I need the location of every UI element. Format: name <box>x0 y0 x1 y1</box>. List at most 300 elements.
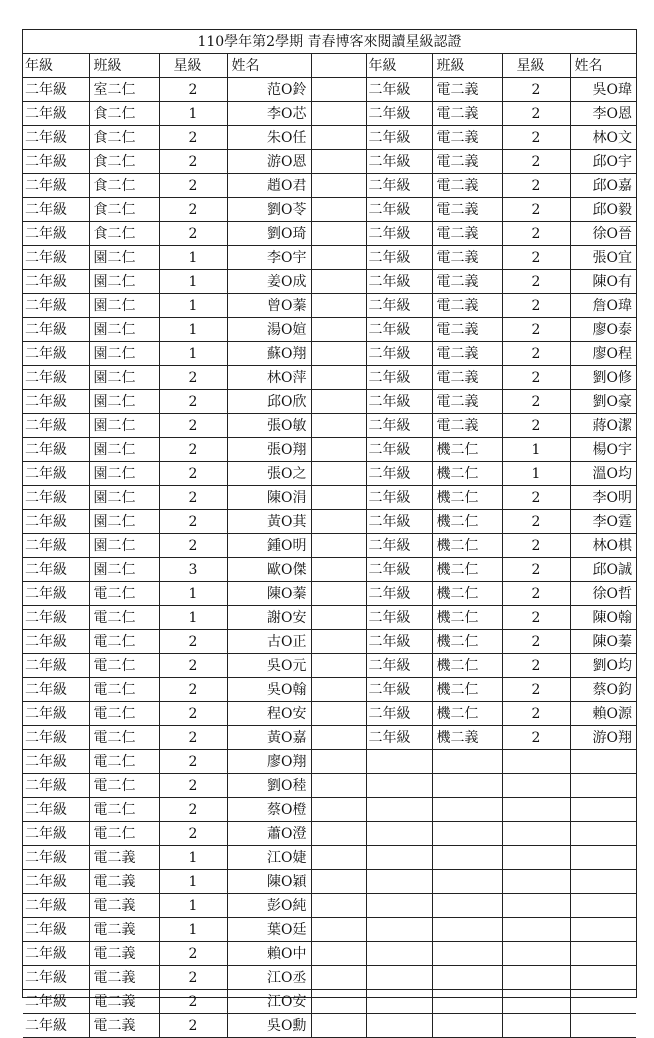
table-row <box>23 438 636 462</box>
right-year-cell: 二年級 <box>366 126 432 150</box>
right-star-cell: 2 <box>502 726 570 750</box>
left-name-cell: 湯O媗 <box>227 318 311 342</box>
table-row <box>23 678 636 702</box>
right-class-cell: 電二義 <box>432 390 502 414</box>
left-class-cell: 電二義 <box>89 846 159 870</box>
right-name-cell: 溫O均 <box>570 462 636 486</box>
left-name-cell: 廖O翔 <box>227 750 311 774</box>
left-class-cell: 食二仁 <box>89 102 159 126</box>
left-name-cell: 趙O君 <box>227 174 311 198</box>
left-class-cell: 電二仁 <box>89 774 159 798</box>
right-star-cell: 1 <box>502 438 570 462</box>
right-name-cell <box>570 846 636 870</box>
gap-cell <box>311 390 366 414</box>
right-class-cell: 電二義 <box>432 150 502 174</box>
gap-cell <box>311 534 366 558</box>
table-row <box>23 126 636 150</box>
left-star-cell: 2 <box>159 414 227 438</box>
right-star-cell: 2 <box>502 702 570 726</box>
left-year-cell: 二年級 <box>23 78 89 102</box>
left-star-cell: 1 <box>159 318 227 342</box>
left-year-cell: 二年級 <box>23 342 89 366</box>
left-class-cell: 園二仁 <box>89 462 159 486</box>
header-year: 年級 <box>366 54 432 78</box>
gap-cell <box>311 774 366 798</box>
left-class-cell: 園二仁 <box>89 366 159 390</box>
header-row <box>23 54 636 78</box>
right-star-cell: 2 <box>502 318 570 342</box>
left-class-cell: 園二仁 <box>89 270 159 294</box>
gap-cell <box>311 366 366 390</box>
right-name-cell <box>570 966 636 990</box>
right-star-cell <box>502 846 570 870</box>
right-year-cell: 二年級 <box>366 390 432 414</box>
left-class-cell: 園二仁 <box>89 414 159 438</box>
right-year-cell: 二年級 <box>366 462 432 486</box>
left-star-cell: 2 <box>159 174 227 198</box>
left-star-cell: 2 <box>159 534 227 558</box>
left-class-cell: 電二仁 <box>89 630 159 654</box>
right-name-cell: 陳O翰 <box>570 606 636 630</box>
gap-cell <box>311 894 366 918</box>
header-star: 星級 <box>502 54 570 78</box>
left-year-cell: 二年級 <box>23 678 89 702</box>
left-class-cell: 食二仁 <box>89 222 159 246</box>
left-star-cell: 2 <box>159 486 227 510</box>
right-class-cell: 機二義 <box>432 726 502 750</box>
table-row <box>23 198 636 222</box>
gap-cell <box>311 606 366 630</box>
table-row <box>23 294 636 318</box>
left-year-cell: 二年級 <box>23 942 89 966</box>
right-year-cell <box>366 798 432 822</box>
right-year-cell: 二年級 <box>366 174 432 198</box>
right-star-cell: 2 <box>502 678 570 702</box>
gap-cell <box>311 174 366 198</box>
right-name-cell <box>570 774 636 798</box>
left-star-cell: 2 <box>159 798 227 822</box>
left-star-cell: 2 <box>159 678 227 702</box>
gap-cell <box>311 702 366 726</box>
right-class-cell: 電二義 <box>432 414 502 438</box>
left-year-cell: 二年級 <box>23 366 89 390</box>
table-row <box>23 822 636 846</box>
right-year-cell: 二年級 <box>366 606 432 630</box>
gap-cell <box>311 486 366 510</box>
left-star-cell: 2 <box>159 510 227 534</box>
gap-cell <box>311 54 366 78</box>
left-class-cell: 電二仁 <box>89 702 159 726</box>
left-class-cell: 園二仁 <box>89 342 159 366</box>
left-year-cell: 二年級 <box>23 390 89 414</box>
right-star-cell: 2 <box>502 486 570 510</box>
left-name-cell: 朱O任 <box>227 126 311 150</box>
right-name-cell <box>570 918 636 942</box>
left-class-cell: 電二義 <box>89 894 159 918</box>
right-year-cell <box>366 822 432 846</box>
right-year-cell <box>366 918 432 942</box>
right-name-cell: 邱O嘉 <box>570 174 636 198</box>
left-class-cell: 電二義 <box>89 990 159 1014</box>
certification-sheet <box>22 29 637 1034</box>
table-row <box>23 390 636 414</box>
gap-cell <box>311 846 366 870</box>
right-star-cell: 2 <box>502 78 570 102</box>
right-star-cell: 2 <box>502 630 570 654</box>
table-row <box>23 582 636 606</box>
right-star-cell: 2 <box>502 366 570 390</box>
table-row <box>23 798 636 822</box>
right-star-cell <box>502 870 570 894</box>
right-name-cell <box>570 942 636 966</box>
left-year-cell: 二年級 <box>23 918 89 942</box>
right-name-cell <box>570 870 636 894</box>
right-name-cell <box>570 894 636 918</box>
table-row <box>23 966 636 990</box>
right-name-cell: 吳O瑋 <box>570 78 636 102</box>
table-row <box>23 918 636 942</box>
left-year-cell: 二年級 <box>23 126 89 150</box>
left-name-cell: 蘇O翔 <box>227 342 311 366</box>
left-star-cell: 1 <box>159 918 227 942</box>
right-class-cell: 電二義 <box>432 270 502 294</box>
right-star-cell <box>502 1014 570 1038</box>
left-year-cell: 二年級 <box>23 150 89 174</box>
right-class-cell: 機二仁 <box>432 558 502 582</box>
left-year-cell: 二年級 <box>23 894 89 918</box>
right-year-cell: 二年級 <box>366 726 432 750</box>
right-year-cell: 二年級 <box>366 534 432 558</box>
right-year-cell: 二年級 <box>366 246 432 270</box>
left-star-cell: 1 <box>159 102 227 126</box>
header-name: 姓名 <box>570 54 636 78</box>
left-name-cell: 劉O稑 <box>227 774 311 798</box>
table-row <box>23 270 636 294</box>
right-star-cell: 2 <box>502 102 570 126</box>
table-row <box>23 150 636 174</box>
left-star-cell: 2 <box>159 942 227 966</box>
right-class-cell: 機二仁 <box>432 438 502 462</box>
right-class-cell: 機二仁 <box>432 534 502 558</box>
table-row <box>23 750 636 774</box>
table-row <box>23 222 636 246</box>
table-row <box>23 102 636 126</box>
gap-cell <box>311 1014 366 1038</box>
left-star-cell: 1 <box>159 582 227 606</box>
left-star-cell: 3 <box>159 558 227 582</box>
right-year-cell: 二年級 <box>366 678 432 702</box>
right-class-cell: 電二義 <box>432 126 502 150</box>
left-star-cell: 2 <box>159 1014 227 1038</box>
left-name-cell: 劉O苓 <box>227 198 311 222</box>
right-name-cell: 劉O均 <box>570 654 636 678</box>
left-star-cell: 1 <box>159 270 227 294</box>
table-row <box>23 870 636 894</box>
left-year-cell: 二年級 <box>23 774 89 798</box>
gap-cell <box>311 798 366 822</box>
left-year-cell: 二年級 <box>23 990 89 1014</box>
right-name-cell: 李O霆 <box>570 510 636 534</box>
right-name-cell: 蔣O潔 <box>570 414 636 438</box>
table-row <box>23 702 636 726</box>
left-year-cell: 二年級 <box>23 534 89 558</box>
left-star-cell: 2 <box>159 222 227 246</box>
table-row <box>23 318 636 342</box>
gap-cell <box>311 942 366 966</box>
right-class-cell: 電二義 <box>432 318 502 342</box>
right-class-cell <box>432 798 502 822</box>
right-class-cell <box>432 822 502 846</box>
left-name-cell: 程O安 <box>227 702 311 726</box>
gap-cell <box>311 966 366 990</box>
left-year-cell: 二年級 <box>23 102 89 126</box>
right-star-cell <box>502 966 570 990</box>
gap-cell <box>311 630 366 654</box>
right-star-cell <box>502 942 570 966</box>
right-class-cell: 電二義 <box>432 294 502 318</box>
left-year-cell: 二年級 <box>23 174 89 198</box>
table-row <box>23 534 636 558</box>
left-class-cell: 園二仁 <box>89 438 159 462</box>
left-name-cell: 古O正 <box>227 630 311 654</box>
gap-cell <box>311 750 366 774</box>
gap-cell <box>311 414 366 438</box>
right-name-cell: 廖O泰 <box>570 318 636 342</box>
right-class-cell <box>432 966 502 990</box>
right-star-cell: 2 <box>502 414 570 438</box>
right-name-cell: 張O宜 <box>570 246 636 270</box>
left-star-cell: 2 <box>159 366 227 390</box>
right-star-cell: 2 <box>502 294 570 318</box>
left-class-cell: 電二仁 <box>89 606 159 630</box>
right-year-cell <box>366 990 432 1014</box>
left-name-cell: 蔡O橙 <box>227 798 311 822</box>
right-year-cell: 二年級 <box>366 654 432 678</box>
right-name-cell: 劉O豪 <box>570 390 636 414</box>
left-year-cell: 二年級 <box>23 486 89 510</box>
right-class-cell <box>432 870 502 894</box>
right-year-cell <box>366 870 432 894</box>
header-class: 班級 <box>89 54 159 78</box>
left-star-cell: 2 <box>159 198 227 222</box>
right-name-cell: 徐O哲 <box>570 582 636 606</box>
table-row <box>23 846 636 870</box>
left-name-cell: 賴O中 <box>227 942 311 966</box>
table-row <box>23 78 636 102</box>
right-name-cell: 蔡O鈞 <box>570 678 636 702</box>
header-class: 班級 <box>432 54 502 78</box>
right-class-cell: 機二仁 <box>432 462 502 486</box>
table-row <box>23 174 636 198</box>
left-name-cell: 陳O蓁 <box>227 582 311 606</box>
left-name-cell: 李O芯 <box>227 102 311 126</box>
table-row <box>23 774 636 798</box>
right-star-cell: 1 <box>502 462 570 486</box>
left-star-cell: 2 <box>159 774 227 798</box>
right-year-cell: 二年級 <box>366 342 432 366</box>
right-star-cell: 2 <box>502 558 570 582</box>
left-year-cell: 二年級 <box>23 414 89 438</box>
left-class-cell: 園二仁 <box>89 318 159 342</box>
left-star-cell: 2 <box>159 126 227 150</box>
table-row <box>23 462 636 486</box>
right-star-cell: 2 <box>502 198 570 222</box>
left-star-cell: 2 <box>159 654 227 678</box>
right-name-cell: 陳O蓁 <box>570 630 636 654</box>
right-name-cell: 詹O瑋 <box>570 294 636 318</box>
right-class-cell: 機二仁 <box>432 606 502 630</box>
left-year-cell: 二年級 <box>23 438 89 462</box>
right-class-cell: 電二義 <box>432 174 502 198</box>
gap-cell <box>311 150 366 174</box>
left-name-cell: 黃O嘉 <box>227 726 311 750</box>
right-year-cell <box>366 846 432 870</box>
left-year-cell: 二年級 <box>23 222 89 246</box>
left-year-cell: 二年級 <box>23 654 89 678</box>
table-row <box>23 486 636 510</box>
table-row <box>23 942 636 966</box>
left-name-cell: 張O翔 <box>227 438 311 462</box>
left-name-cell: 張O敏 <box>227 414 311 438</box>
left-year-cell: 二年級 <box>23 246 89 270</box>
right-class-cell: 機二仁 <box>432 582 502 606</box>
right-year-cell: 二年級 <box>366 702 432 726</box>
left-year-cell: 二年級 <box>23 318 89 342</box>
right-year-cell: 二年級 <box>366 630 432 654</box>
left-year-cell: 二年級 <box>23 726 89 750</box>
left-name-cell: 歐O傑 <box>227 558 311 582</box>
left-name-cell: 江O安 <box>227 990 311 1014</box>
right-year-cell: 二年級 <box>366 270 432 294</box>
roster-table <box>23 54 636 1038</box>
right-year-cell: 二年級 <box>366 222 432 246</box>
left-star-cell: 1 <box>159 606 227 630</box>
right-year-cell: 二年級 <box>366 414 432 438</box>
right-star-cell <box>502 798 570 822</box>
table-row <box>23 558 636 582</box>
right-star-cell: 2 <box>502 342 570 366</box>
table-row <box>23 246 636 270</box>
right-class-cell <box>432 774 502 798</box>
right-year-cell: 二年級 <box>366 150 432 174</box>
left-name-cell: 吳O翰 <box>227 678 311 702</box>
right-name-cell: 邱O誠 <box>570 558 636 582</box>
right-class-cell <box>432 1014 502 1038</box>
left-year-cell: 二年級 <box>23 198 89 222</box>
left-class-cell: 電二義 <box>89 966 159 990</box>
gap-cell <box>311 462 366 486</box>
left-class-cell: 電二仁 <box>89 726 159 750</box>
left-year-cell: 二年級 <box>23 294 89 318</box>
right-star-cell <box>502 774 570 798</box>
header-name: 姓名 <box>227 54 311 78</box>
table-row <box>23 510 636 534</box>
left-year-cell: 二年級 <box>23 510 89 534</box>
right-year-cell: 二年級 <box>366 318 432 342</box>
right-year-cell <box>366 942 432 966</box>
left-year-cell: 二年級 <box>23 798 89 822</box>
right-name-cell: 廖O程 <box>570 342 636 366</box>
left-class-cell: 電二仁 <box>89 750 159 774</box>
left-year-cell: 二年級 <box>23 558 89 582</box>
right-name-cell: 李O明 <box>570 486 636 510</box>
right-star-cell: 2 <box>502 510 570 534</box>
left-name-cell: 江O婕 <box>227 846 311 870</box>
left-class-cell: 食二仁 <box>89 198 159 222</box>
right-star-cell: 2 <box>502 246 570 270</box>
left-class-cell: 園二仁 <box>89 486 159 510</box>
gap-cell <box>311 318 366 342</box>
gap-cell <box>311 678 366 702</box>
left-star-cell: 2 <box>159 702 227 726</box>
right-star-cell: 2 <box>502 534 570 558</box>
left-star-cell: 2 <box>159 750 227 774</box>
right-class-cell <box>432 894 502 918</box>
right-star-cell: 2 <box>502 126 570 150</box>
left-name-cell: 林O萍 <box>227 366 311 390</box>
left-year-cell: 二年級 <box>23 750 89 774</box>
right-year-cell: 二年級 <box>366 582 432 606</box>
table-row <box>23 414 636 438</box>
left-year-cell: 二年級 <box>23 822 89 846</box>
left-name-cell: 葉O廷 <box>227 918 311 942</box>
right-year-cell: 二年級 <box>366 294 432 318</box>
right-class-cell: 機二仁 <box>432 702 502 726</box>
left-class-cell: 園二仁 <box>89 510 159 534</box>
table-row <box>23 654 636 678</box>
table-row <box>23 1014 636 1038</box>
left-name-cell: 范O鈴 <box>227 78 311 102</box>
left-star-cell: 2 <box>159 726 227 750</box>
left-class-cell: 食二仁 <box>89 174 159 198</box>
right-name-cell: 林O文 <box>570 126 636 150</box>
right-star-cell <box>502 894 570 918</box>
right-name-cell: 陳O有 <box>570 270 636 294</box>
right-star-cell: 2 <box>502 582 570 606</box>
right-class-cell: 電二義 <box>432 366 502 390</box>
left-star-cell: 2 <box>159 822 227 846</box>
left-star-cell: 2 <box>159 390 227 414</box>
left-star-cell: 2 <box>159 78 227 102</box>
right-name-cell <box>570 822 636 846</box>
gap-cell <box>311 102 366 126</box>
right-class-cell: 機二仁 <box>432 678 502 702</box>
right-class-cell: 電二義 <box>432 342 502 366</box>
right-class-cell <box>432 750 502 774</box>
gap-cell <box>311 726 366 750</box>
left-star-cell: 2 <box>159 990 227 1014</box>
right-star-cell <box>502 750 570 774</box>
left-class-cell: 電二義 <box>89 918 159 942</box>
left-year-cell: 二年級 <box>23 1014 89 1038</box>
left-year-cell: 二年級 <box>23 270 89 294</box>
header-star: 星級 <box>159 54 227 78</box>
right-class-cell: 電二義 <box>432 198 502 222</box>
right-year-cell: 二年級 <box>366 102 432 126</box>
left-star-cell: 1 <box>159 846 227 870</box>
left-year-cell: 二年級 <box>23 702 89 726</box>
right-name-cell: 林O棋 <box>570 534 636 558</box>
right-class-cell <box>432 990 502 1014</box>
left-name-cell: 江O丞 <box>227 966 311 990</box>
right-class-cell: 機二仁 <box>432 630 502 654</box>
gap-cell <box>311 654 366 678</box>
right-star-cell: 2 <box>502 150 570 174</box>
gap-cell <box>311 510 366 534</box>
table-row <box>23 630 636 654</box>
left-class-cell: 電二仁 <box>89 822 159 846</box>
left-class-cell: 室二仁 <box>89 78 159 102</box>
